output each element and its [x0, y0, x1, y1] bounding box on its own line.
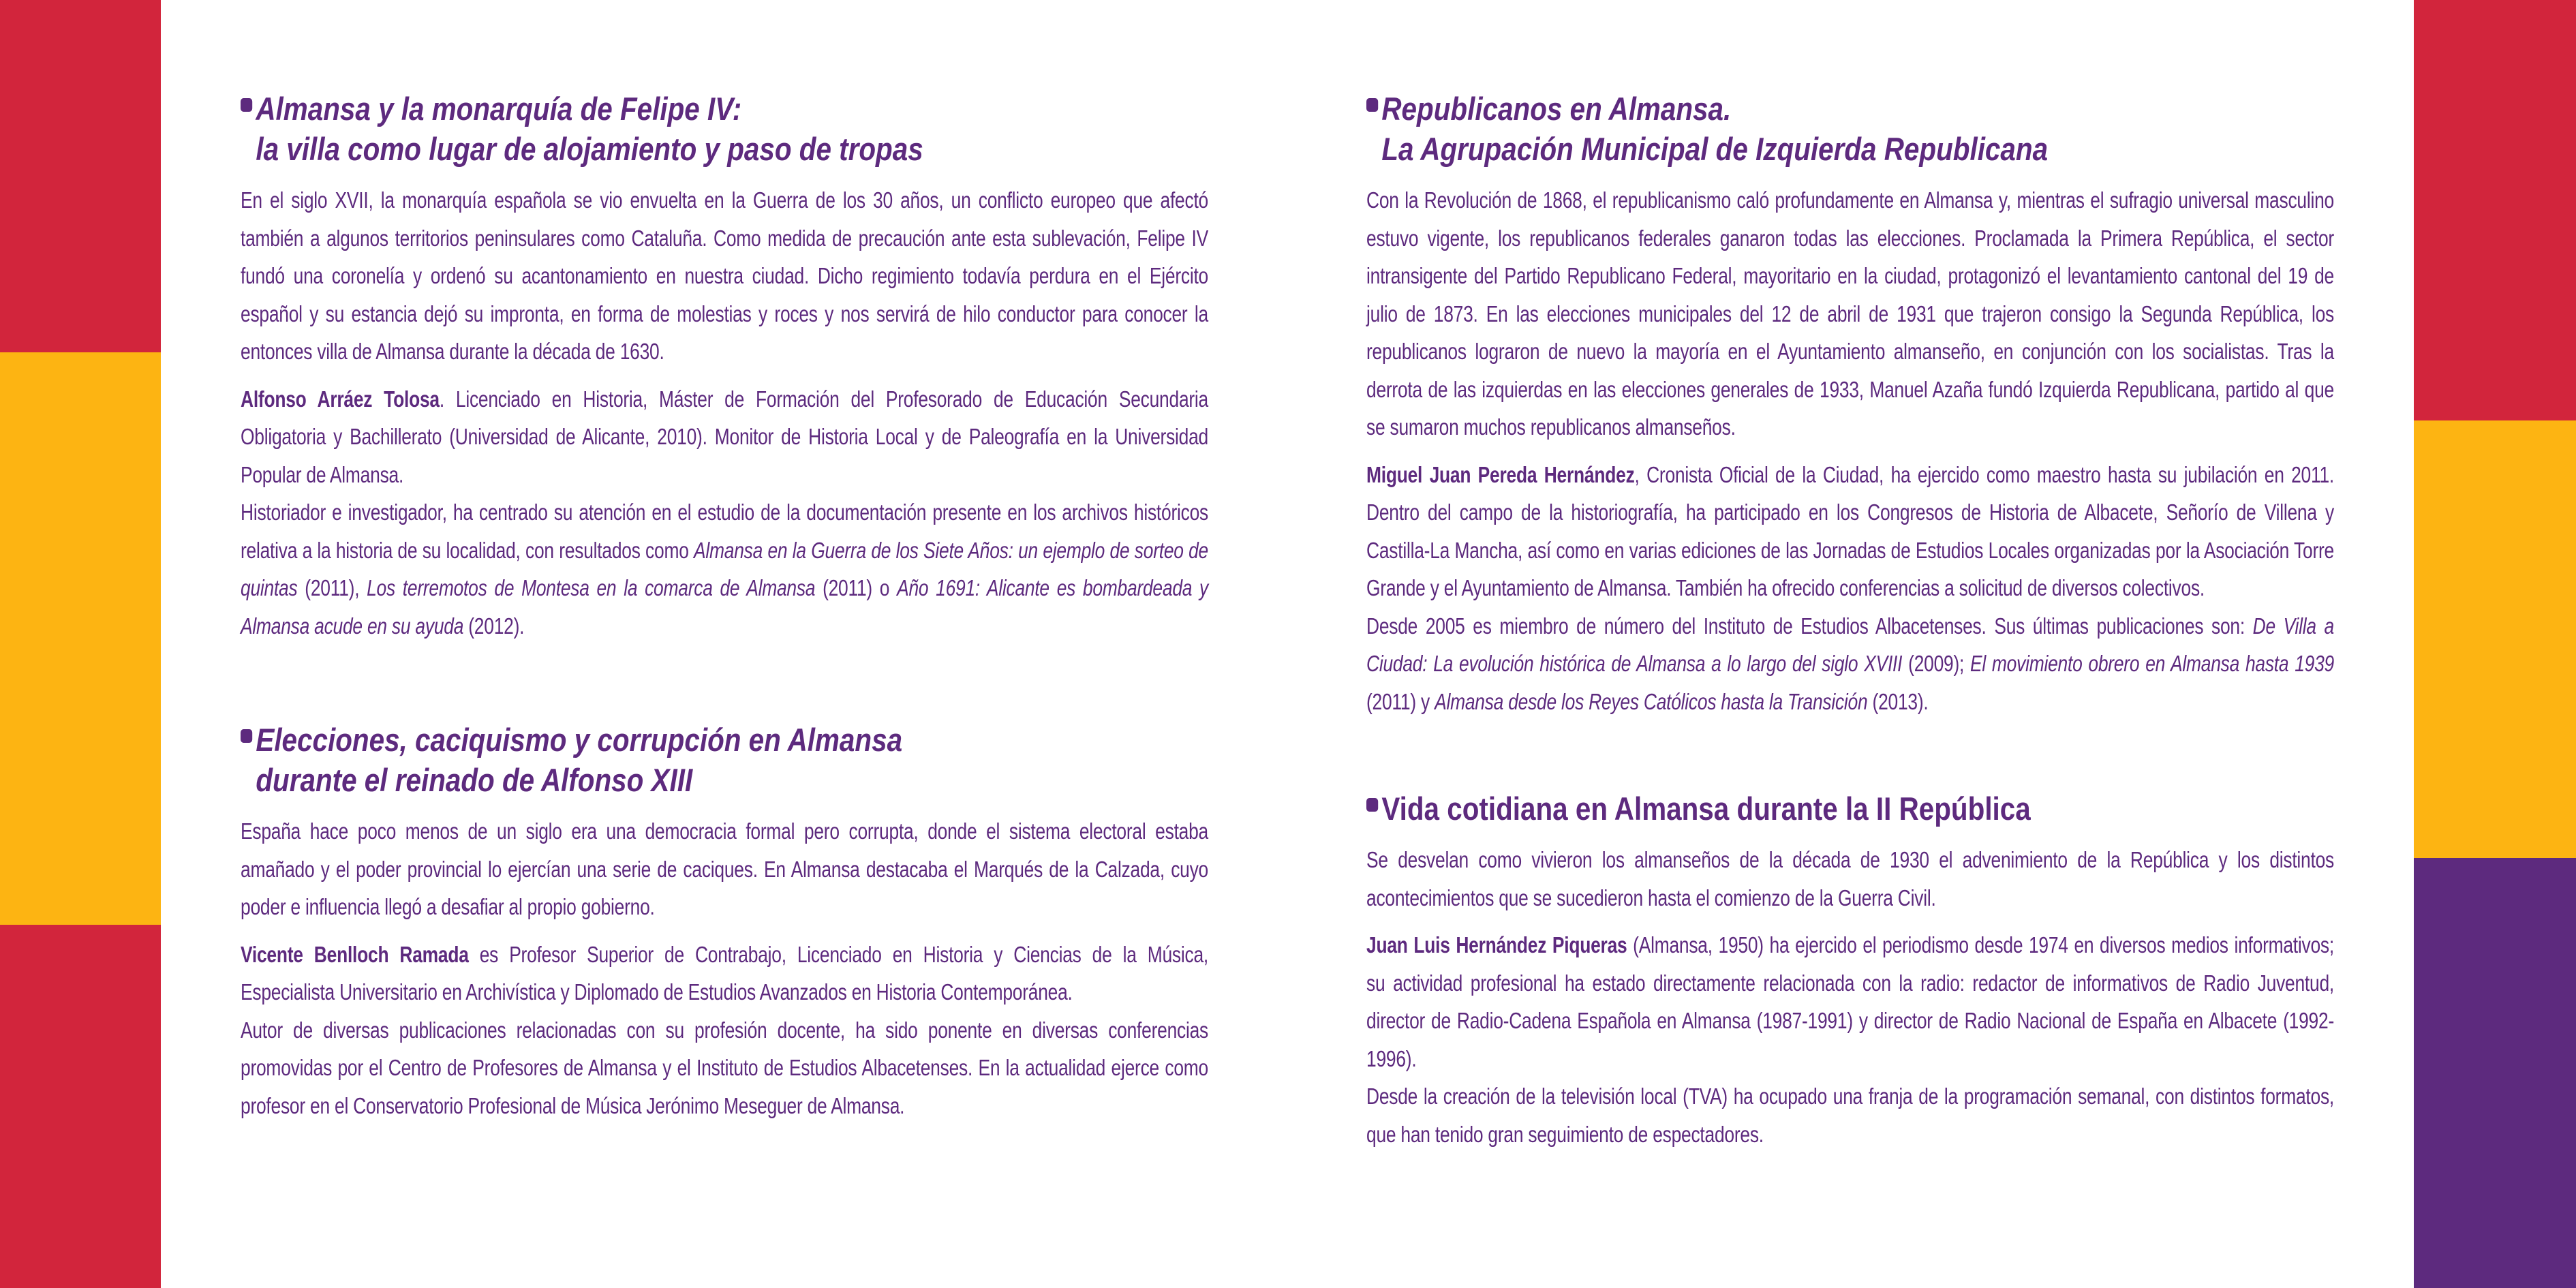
author-name: Alfonso Arráez Tolosa: [241, 386, 440, 412]
bio-text: (2013).: [1867, 688, 1929, 714]
bullet-icon: [241, 729, 252, 743]
section-vida-cotidiana: [1366, 788, 2335, 1153]
section-heading: [241, 720, 1073, 800]
bullet-icon: [1366, 798, 1378, 812]
heading-line-1: Republicanos en Almansa.: [1381, 91, 1732, 127]
section-heading: [241, 89, 1073, 169]
section-heading: [1366, 89, 2200, 169]
bio-text: (2012).: [463, 613, 525, 639]
section-intro: Se desvelan como vivieron los almanseños de la década de 1930 el advenimiento de la República y los distintos acontecimientos que se sucedieron hasta el comienzo de la Guerra Civil.: [1366, 847, 2334, 910]
author-publications: [1366, 607, 2334, 721]
heading-line-1: Vida cotidiana en Almansa durante la II República: [1381, 791, 2031, 827]
publication-title: Almansa en la Guerra de los Siete Años: un ejemplo de sorteo de quintas: [241, 537, 1208, 600]
author-publications: [241, 493, 1208, 645]
bio-text: Historiador e investigador, ha centrado su atención en el estudio de la documentación presente en los archivos históricos relativa a la historia de su localidad, con resultados como: [241, 500, 1208, 563]
author-name: Juan Luis Hernández Piqueras: [1366, 932, 1627, 957]
author-bio: [241, 380, 1208, 494]
bio-text: Desde 2005 es miembro de número del Instituto de Estudios Albacetenses. Sus últimas publicaciones son:: [1366, 613, 2253, 639]
right-column: [1366, 89, 2335, 1153]
author-credentials: (Almansa, 1950) ha ejercido el periodismo desde 1974 en diversos medios informativos; su actividad profesional ha estado directamente relacionada con la radio: redactor de informativos de Radio Juventud, director de Radio-Cadena Española en Almansa (1987-1991) y director de Radio Nacional de España en Albacete (1992-1996).: [1366, 932, 2334, 1071]
bullet-icon: [1366, 98, 1378, 112]
publication-title: Los terremotos de Montesa en la comarca de Almansa: [367, 575, 816, 600]
author-bio: [1366, 456, 2334, 607]
section-felipe-iv: [241, 89, 1208, 645]
section-republicanos: [1366, 89, 2335, 720]
author-credentials: . Licenciado en Historia, Máster de Formación del Profesorado de Educación Secundaria Obligatoria y Bachillerato (Universidad de Alicante, 2010). Monitor de Historia Local y de Paleografía en la Universidad Popular de Almansa.: [241, 386, 1209, 487]
heading-line-2: la villa como lugar de alojamiento y paso de tropas: [256, 131, 923, 167]
section-intro: En el siglo XVII, la monarquía española se vio envuelta en la Guerra de los 30 años, un conflicto europeo que afectó también a algunos territorios peninsulares como Cataluña. Como medida de precaución ante esta sublevación, Felipe IV fundó una coronelía y ordenó su acantonamiento en nuestra ciudad. Dicho regimiento todavía perdura en el Ejército español y su estancia dejó su impronta, en forma de molestias y roces y nos servirá de hilo conductor para conocer la entonces villa de Almansa durante la década de 1630.: [241, 187, 1208, 364]
left-red-stripe-top: [0, 0, 161, 352]
bullet-icon: [241, 98, 252, 112]
left-yellow-stripe: [0, 352, 161, 925]
publication-title: Almansa desde los Reyes Católicos hasta la Transición: [1435, 688, 1868, 714]
right-purple-stripe: [2414, 858, 2576, 1288]
right-yellow-stripe: [2414, 420, 2576, 858]
right-red-stripe: [2414, 0, 2576, 420]
section-heading: [1366, 788, 2200, 829]
bio-text: (2011) o: [815, 575, 898, 600]
section-elecciones: [241, 720, 1208, 1124]
author-bio: [241, 936, 1208, 1011]
bio-text: (2011) y: [1366, 688, 1435, 714]
publication-title: El movimiento obrero en Almansa hasta 1939: [1970, 651, 2334, 676]
author-bio: [1366, 926, 2334, 1077]
heading-line-2: La Agrupación Municipal de Izquierda Republicana: [1381, 131, 2049, 167]
bio-text: (2011),: [297, 575, 367, 600]
author-credentials: , Cronista Oficial de la Ciudad, ha ejercido como maestro hasta su jubilación en 2011. Dentro del campo de la historiografía, ha participado en los Congresos de Historia de Albacete, Señorío de Villena y Castilla-La Mancha, así como en varias ediciones de las Jornadas de Estudios Locales organizadas por la Asociación Torre Grande y el Ayuntamiento de Almansa. También ha ofrecido conferencias a solicitud de diversos colectivos.: [1366, 461, 2335, 600]
heading-line-2: durante el reinado de Alfonso XIII: [256, 762, 693, 798]
heading-line-1: Almansa y la monarquía de Felipe IV:: [256, 91, 742, 127]
author-credentials: es Profesor Superior de Contrabajo, Licenciado en Historia y Ciencias de la Música, Especialista Universitario en Archivística y Diplomado de Estudios Avanzados en Historia Contemporánea.: [241, 941, 1208, 1005]
section-intro: Con la Revolución de 1868, el republicanismo caló profundamente en Almansa y, mientras el sufragio universal masculino estuvo vigente, los republicanos federales ganaron todas las elecciones. Proclamada la Primera República, el sector intransigente del Partido Republicano Federal, mayoritario en la ciudad, protagonizó el levantamiento cantonal del 19 de julio de 1873. En las elecciones municipales del 12 de abril de 1931 que trajeron consigo la Segunda República, los republicanos lograron de nuevo la mayoría en el Ayuntamiento almanseño, en conjunción con los socialistas. Tras la derrota de las izquierdas en las elecciones generales de 1933, Manuel Azaña fundó Izquierda Republicana, partido al que se sumaron muchos republicanos almanseños.: [1366, 187, 2334, 440]
publication-title: De Villa a Ciudad: La evolución histórica de Almansa a lo largo del siglo XVIII: [1366, 613, 2334, 676]
left-red-stripe-bottom: [0, 925, 161, 1288]
section-intro: España hace poco menos de un siglo era una democracia formal pero corrupta, donde el sistema electoral estaba amañado y el poder provincial lo ejercían una serie de caciques. En Almansa destacaba el Marqués de la Calzada, cuyo poder e influencia llegó a desafiar al propio gobierno.: [241, 818, 1208, 919]
publication-title: Año 1691: Alicante es bombardeada y Almansa acude en su ayuda: [241, 575, 1208, 639]
bio-text: (2009);: [1902, 651, 1971, 676]
heading-line-1: Elecciones, caciquismo y corrupción en Almansa: [256, 722, 903, 758]
author-publications: Autor de diversas publicaciones relacionadas con su profesión docente, ha sido ponente en diversas conferencias promovidas por el Centro de Profesores de Almansa y el Instituto de Estudios Albacetenses. En la actualidad ejerce como profesor en el Conservatorio Profesional de Música Jerónimo Meseguer de Almansa.: [241, 1017, 1208, 1118]
author-publications: Desde la creación de la televisión local (TVA) ha ocupado una franja de la programación semanal, con distintos formatos, que han tenido gran seguimiento de espectadores.: [1366, 1084, 2334, 1147]
author-name: Miguel Juan Pereda Hernández: [1366, 461, 1635, 487]
left-column: [241, 89, 1208, 1124]
author-name: Vicente Benlloch Ramada: [241, 941, 469, 967]
